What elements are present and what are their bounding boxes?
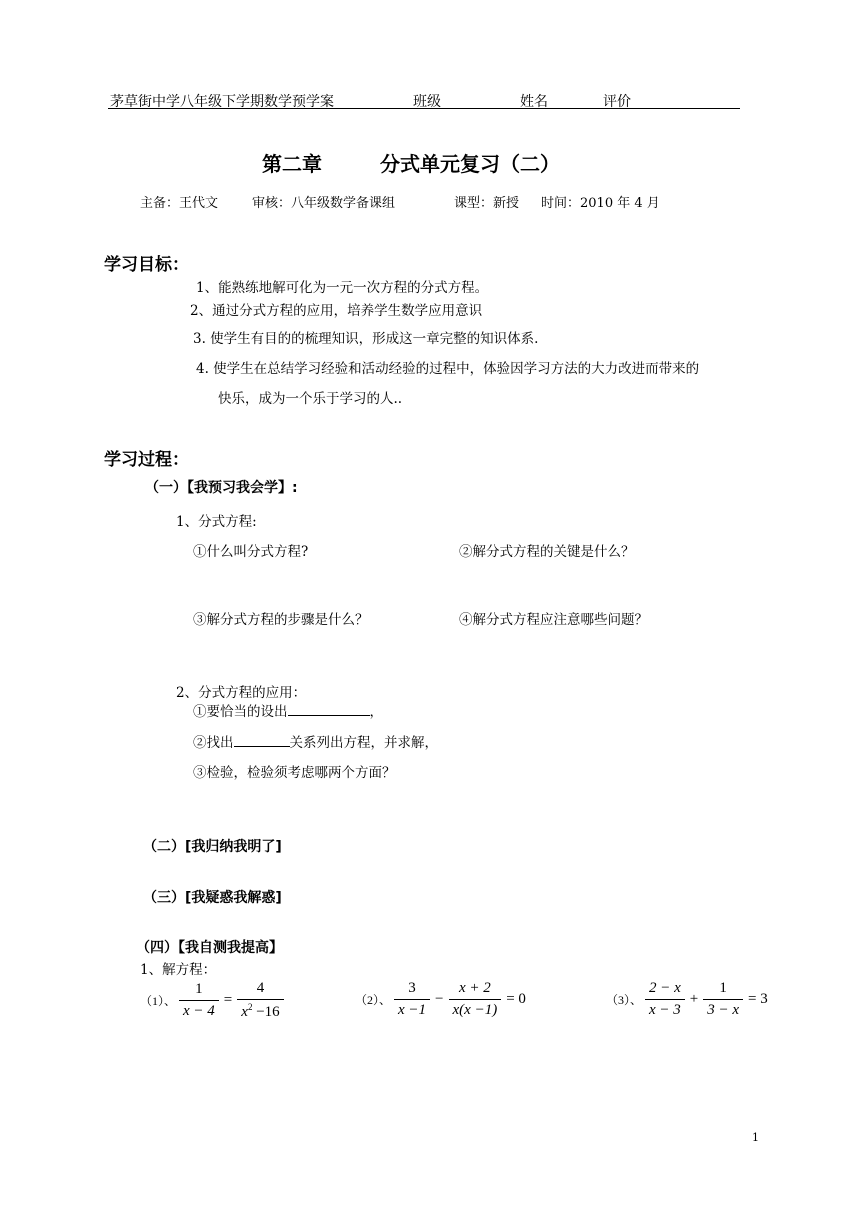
q2-item-1-text: ①要恰当的设出 bbox=[193, 704, 288, 720]
goal-item-1: 1、能熟练地解可化为一元一次方程的分式方程。 bbox=[196, 280, 489, 296]
numerator: 2 − x bbox=[649, 980, 681, 996]
page-number: 1 bbox=[752, 1131, 759, 1144]
numerator: x + 2 bbox=[458, 980, 491, 996]
denominator: x −1 bbox=[394, 999, 430, 1019]
header-grade-label: 评价 bbox=[603, 94, 631, 110]
q2-item-2-post: 关系列出方程，并求解， bbox=[289, 735, 438, 751]
numerator: 1 bbox=[719, 980, 727, 996]
equals-sign: = bbox=[223, 992, 233, 1008]
meta-reviewer: 审核：八年级数学备课组 bbox=[252, 196, 396, 211]
equation-2 bbox=[355, 980, 528, 1019]
q1-item-3: ③解分式方程的步骤是什么？ bbox=[193, 612, 369, 628]
header-rule bbox=[108, 108, 740, 109]
part2-title: （二）[我归纳我明了] bbox=[143, 839, 282, 855]
q2-item-2 bbox=[193, 731, 438, 751]
equals-three: = 3 bbox=[748, 991, 768, 1007]
q2-item-3: ③检验，检验须考虑哪两个方面？ bbox=[193, 765, 396, 781]
process-heading: 学习过程： bbox=[104, 450, 189, 470]
equation-3-label: （3）、 bbox=[606, 993, 643, 1007]
fraction bbox=[449, 980, 502, 1019]
equation-1-label: （1）、 bbox=[140, 994, 177, 1008]
part4-title: （四）【我自测我提高】 bbox=[136, 940, 283, 956]
header-name-label: 姓名 bbox=[520, 94, 548, 110]
fraction bbox=[237, 980, 283, 1021]
plus-sign: + bbox=[689, 991, 699, 1007]
numerator: 1 bbox=[195, 981, 203, 997]
q2-item-2-text: ②找出 bbox=[193, 735, 234, 751]
part3-title: （三）[我疑惑我解惑] bbox=[143, 890, 282, 906]
part4-q1: 1、解方程： bbox=[140, 962, 217, 978]
q1-item-4: ④解分式方程应注意哪些问题？ bbox=[459, 612, 648, 628]
meta-type: 课型：新授 bbox=[454, 196, 520, 211]
denominator-base: x bbox=[241, 1004, 248, 1020]
header-class-label: 班级 bbox=[413, 94, 441, 110]
denominator bbox=[237, 999, 283, 1021]
title-chapter: 第二章 bbox=[262, 152, 322, 176]
q2-item-1 bbox=[193, 700, 383, 720]
goal-item-4-cont: 快乐，成为一个乐于学习的人.. bbox=[218, 391, 403, 407]
denominator: x(x −1) bbox=[449, 999, 502, 1019]
goal-item-4: 4. 使学生在总结学习经验和活动经验的过程中，体验因学习方法的大力改进而带来的 bbox=[196, 361, 700, 377]
fill-blank[interactable] bbox=[288, 701, 370, 716]
part1-title: （一）【我预习我会学】: bbox=[145, 480, 298, 496]
denominator: 3 − x bbox=[703, 999, 743, 1019]
q1-title: 1、分式方程: bbox=[176, 514, 257, 530]
fill-blank[interactable] bbox=[234, 732, 290, 747]
goals-heading: 学习目标： bbox=[104, 255, 189, 275]
denominator: x − 3 bbox=[645, 999, 685, 1019]
header-school: 茅草街中学八年级下学期数学预学案 bbox=[110, 94, 334, 110]
meta-time: 时间：2010 年 4 月 bbox=[541, 196, 660, 211]
minus-sign: − bbox=[435, 991, 444, 1007]
denominator-rest: −16 bbox=[252, 1004, 280, 1020]
fraction bbox=[703, 980, 743, 1019]
fraction bbox=[645, 980, 685, 1019]
goal-item-3: 3. 使学生有目的的梳理知识，形成这一章完整的知识体系. bbox=[193, 331, 539, 347]
numerator: 3 bbox=[408, 980, 416, 996]
q1-item-2: ②解分式方程的关键是什么？ bbox=[459, 544, 635, 560]
q2-title: 2、分式方程的应用： bbox=[176, 685, 307, 701]
title-topic: 分式单元复习（二） bbox=[380, 152, 560, 176]
denominator: x − 4 bbox=[179, 1000, 219, 1020]
fraction bbox=[394, 980, 430, 1019]
numerator: 4 bbox=[256, 980, 265, 996]
fraction bbox=[179, 981, 219, 1020]
equation-2-label: （2）、 bbox=[355, 993, 392, 1007]
equation-3 bbox=[606, 980, 770, 1019]
equation-1 bbox=[140, 980, 287, 1021]
meta-author: 主备：王代文 bbox=[140, 196, 219, 211]
q1-item-1: ①什么叫分式方程? bbox=[193, 544, 309, 560]
q2-item-1-post: ， bbox=[369, 704, 383, 720]
exponent: 2 bbox=[247, 1002, 253, 1012]
goal-item-2: 2、通过分式方程的应用，培养学生数学应用意识 bbox=[190, 303, 483, 319]
equals-zero: = 0 bbox=[506, 991, 526, 1007]
